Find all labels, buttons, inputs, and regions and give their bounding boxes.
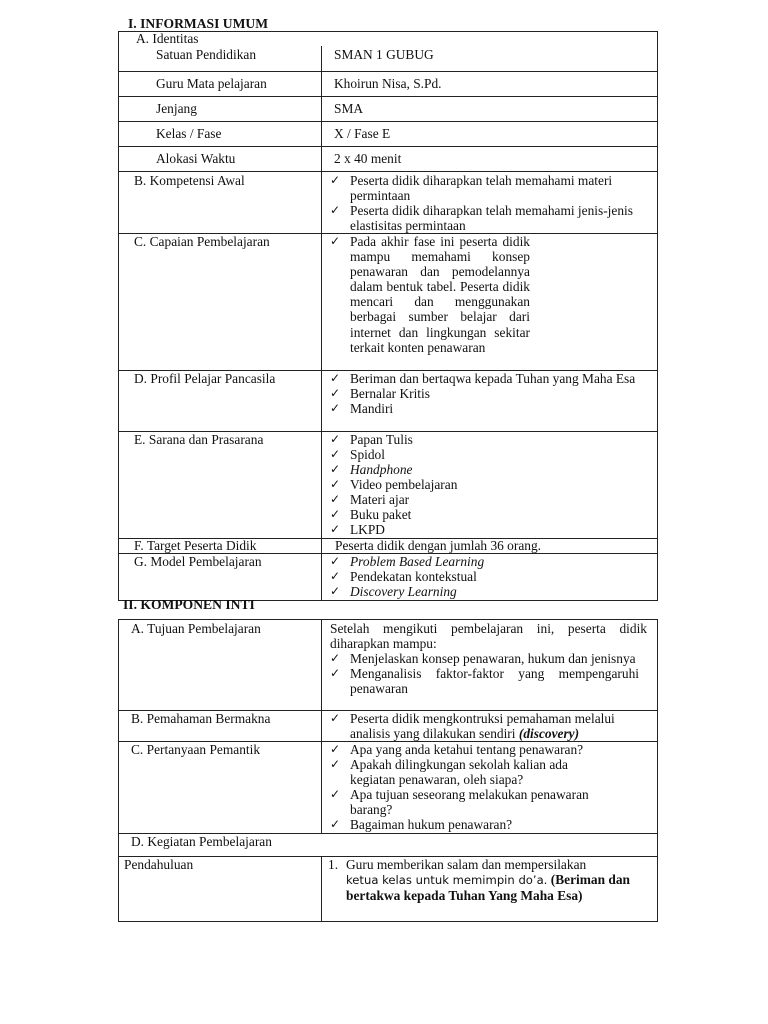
list-item: ✓ LKPD bbox=[330, 522, 385, 537]
profil-label: D. Profil Pelajar Pancasila bbox=[134, 371, 276, 386]
numbered-item: 1. Guru memberikan salam dan mempersilakan ketua kelas untuk memimpin do’a. (Beriman dan bertakwa kepada Tuhan Yang Maha Esa) bbox=[328, 857, 630, 903]
pemahaman-label: B. Pemahaman Bermakna bbox=[131, 711, 271, 726]
identitas-row-value: Khoirun Nisa, S.Pd. bbox=[334, 76, 442, 91]
checkmark-icon: ✓ bbox=[330, 462, 341, 476]
list-item: ✓ Bernalar Kritis bbox=[330, 386, 430, 401]
section-title-komponen-inti: II. KOMPONEN INTI bbox=[123, 597, 255, 612]
list-item: ✓ Apa yang anda ketahui tentang penawaran? bbox=[330, 742, 584, 757]
list-item: ✓ Materi ajar bbox=[330, 492, 410, 507]
discovery-emphasis: (discovery) bbox=[518, 726, 580, 741]
checkmark-icon: ✓ bbox=[330, 522, 341, 536]
capaian-text: ✓ Pada akhir fase ini peserta didik mampu memahami konsep penawaran dan pemodelannya dalam bentuk tabel. Peserta didik mencari dan menggunakan berbagai sumber belajar dari internet dan lingkungan sekitar terkait konten penawaran bbox=[330, 234, 530, 355]
list-item: ✓ Problem Based Learning bbox=[330, 554, 485, 569]
pendahuluan-label: Pendahuluan bbox=[124, 857, 194, 872]
list-item: ✓ Peserta didik diharapkan telah memahami jenis-jenis elastisitas permintaan bbox=[330, 203, 633, 233]
kegiatan-label: D. Kegiatan Pembelajaran bbox=[131, 834, 272, 849]
komponen-inti-table bbox=[118, 619, 658, 922]
identitas-row-jenjang bbox=[119, 96, 657, 121]
pertanyaan-label: C. Pertanyaan Pemantik bbox=[131, 742, 261, 757]
model-pembelajaran-row bbox=[119, 553, 657, 600]
capaian-pembelajaran-row bbox=[119, 233, 657, 370]
kompetensi-awal-row bbox=[119, 171, 657, 233]
tujuan-intro: Setelah mengikuti pembelajaran ini, peserta didik diharapkan mampu: bbox=[330, 621, 647, 651]
checkmark-icon: ✓ bbox=[330, 477, 341, 491]
list-item: ✓ Buku paket bbox=[330, 507, 412, 522]
profil-pelajar-row bbox=[119, 370, 657, 431]
identitas-row-satuan bbox=[119, 46, 657, 71]
checkmark-icon: ✓ bbox=[330, 447, 341, 461]
checkmark-icon: ✓ bbox=[330, 554, 341, 568]
list-item: ✓ Menjelaskan konsep penawaran, hukum dan jenisnya bbox=[330, 651, 636, 666]
sarana-label: E. Sarana dan Prasarana bbox=[134, 432, 264, 447]
capaian-label: C. Capaian Pembelajaran bbox=[134, 234, 270, 249]
list-item: ✓ Video pembelajaran bbox=[330, 477, 458, 492]
target-value: Peserta didik dengan jumlah 36 orang. bbox=[335, 538, 542, 553]
model-label: G. Model Pembelajaran bbox=[134, 554, 262, 569]
identitas-row-label: Satuan Pendidikan bbox=[156, 47, 257, 62]
identitas-row-value: 2 x 40 menit bbox=[334, 151, 402, 166]
kompetensi-awal-label: B. Kompetensi Awal bbox=[134, 173, 245, 188]
list-item: ✓ Mandiri bbox=[330, 401, 394, 416]
tujuan-pembelajaran-row bbox=[119, 620, 657, 710]
checkmark-icon: ✓ bbox=[330, 173, 341, 187]
informasi-umum-table bbox=[118, 31, 658, 601]
checkmark-icon: ✓ bbox=[330, 757, 341, 771]
checkmark-icon: ✓ bbox=[330, 666, 341, 680]
identitas-row-label: Guru Mata pelajaran bbox=[156, 76, 267, 91]
checkmark-icon: ✓ bbox=[330, 432, 341, 446]
identitas-header-row bbox=[119, 32, 657, 46]
list-item: ✓ Menganalisis faktor-faktor yang mempengaruhi penawaran bbox=[330, 666, 639, 696]
checkmark-icon: ✓ bbox=[330, 371, 341, 385]
checkmark-icon: ✓ bbox=[330, 742, 341, 756]
list-item: ✓ Papan Tulis bbox=[330, 432, 413, 447]
identitas-row-kelas bbox=[119, 121, 657, 146]
target-peserta-row bbox=[119, 538, 657, 553]
identitas-row-value: SMAN 1 GUBUG bbox=[334, 47, 434, 62]
section-title-informasi-umum: I. INFORMASI UMUM bbox=[128, 16, 269, 31]
checkmark-icon: ✓ bbox=[330, 787, 341, 801]
checkmark-icon: ✓ bbox=[330, 651, 341, 665]
identitas-row-label: Alokasi Waktu bbox=[156, 151, 236, 166]
pendahuluan-row bbox=[119, 856, 657, 921]
checkmark-icon: ✓ bbox=[330, 711, 341, 725]
checkmark-icon: ✓ bbox=[330, 507, 341, 521]
list-item: ✓ Apakah dilingkungan sekolah kalian ada kegiatan penawaran, oleh siapa? bbox=[330, 757, 568, 787]
identitas-row-value: X / Fase E bbox=[334, 126, 391, 141]
sarana-prasarana-row bbox=[119, 431, 657, 538]
checkmark-icon: ✓ bbox=[330, 203, 341, 217]
list-item: ✓ Peserta didik mengkontruksi pemahaman melalui analisis yang dilakukan sendiri (discovery) bbox=[330, 711, 615, 741]
list-item: ✓ Apa tujuan seseorang melakukan penawaran barang? bbox=[330, 787, 589, 817]
list-item: ✓ Discovery Learning bbox=[330, 584, 457, 599]
list-item: ✓ Bagaiman hukum penawaran? bbox=[330, 817, 513, 832]
checkmark-icon: ✓ bbox=[330, 234, 341, 248]
list-item: ✓ Spidol bbox=[330, 447, 385, 462]
pemahaman-bermakna-row bbox=[119, 710, 657, 741]
checkmark-icon: ✓ bbox=[330, 584, 341, 598]
identitas-row-guru bbox=[119, 71, 657, 96]
identitas-row-label: Kelas / Fase bbox=[156, 126, 222, 141]
checkmark-icon: ✓ bbox=[330, 817, 341, 831]
identitas-row-value: SMA bbox=[334, 101, 364, 116]
identitas-row-alokasi bbox=[119, 146, 657, 171]
list-item: ✓ Beriman dan bertaqwa kepada Tuhan yang Maha Esa bbox=[330, 371, 636, 386]
target-label: F. Target Peserta Didik bbox=[134, 538, 257, 553]
list-item: ✓ Peserta didik diharapkan telah memahami materi permintaan bbox=[330, 173, 613, 203]
identitas-row-label: Jenjang bbox=[156, 101, 197, 116]
identitas-label: A. Identitas bbox=[136, 31, 199, 46]
list-item: ✓ Pendekatan kontekstual bbox=[330, 569, 477, 584]
pertanyaan-pemantik-row bbox=[119, 741, 657, 833]
checkmark-icon: ✓ bbox=[330, 492, 341, 506]
checkmark-icon: ✓ bbox=[330, 401, 341, 415]
checkmark-icon: ✓ bbox=[330, 386, 341, 400]
tujuan-label: A. Tujuan Pembelajaran bbox=[131, 621, 261, 636]
kegiatan-pembelajaran-row bbox=[119, 833, 657, 856]
checkmark-icon: ✓ bbox=[330, 569, 341, 583]
list-item: ✓ Handphone bbox=[330, 462, 413, 477]
